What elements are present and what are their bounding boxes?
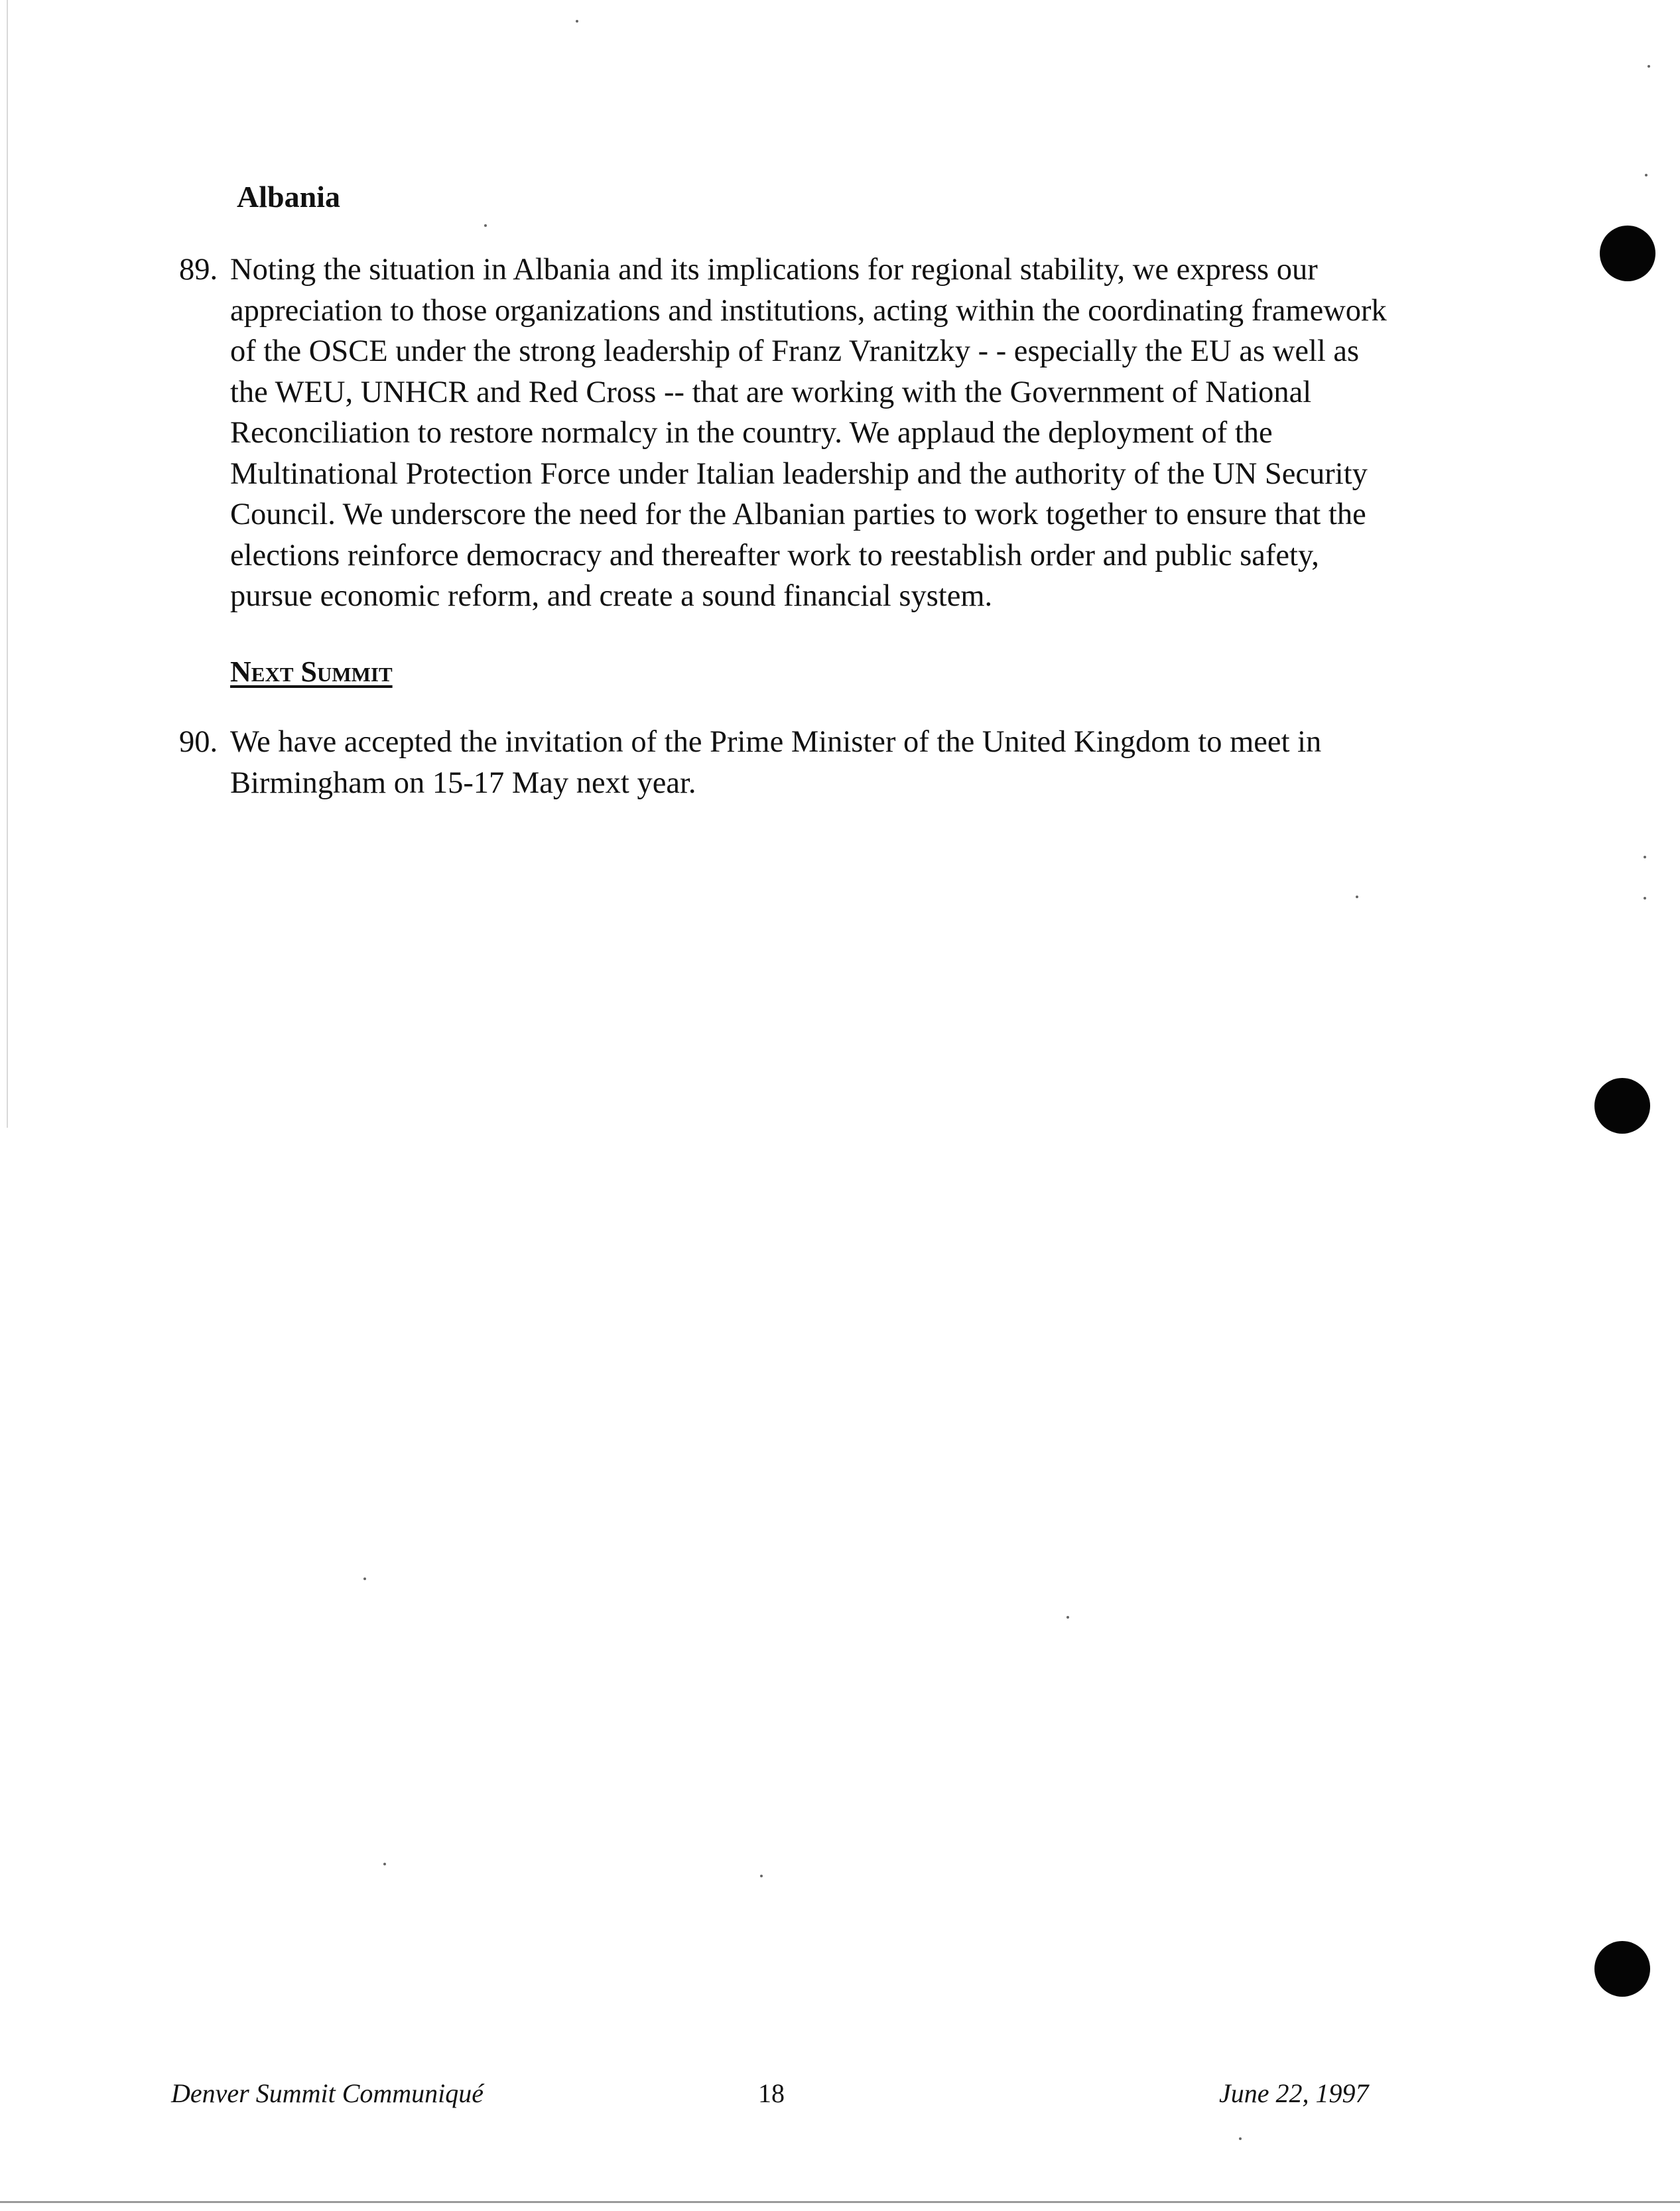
paragraph-number: 89. bbox=[179, 253, 218, 287]
scan-speck bbox=[760, 1875, 763, 1877]
scan-speck bbox=[1648, 65, 1650, 68]
paragraph-line: of the OSCE under the strong leadership of Franz Vranitzky - - especially the EU as well as bbox=[230, 334, 1360, 368]
paragraph-90 bbox=[179, 722, 1506, 803]
binder-edge bbox=[7, 0, 8, 1128]
paragraph-line: We have accepted the invitation of the Prime Minister of the United Kingdom to meet in bbox=[230, 725, 1322, 759]
scan-speck bbox=[1644, 856, 1646, 858]
scan-speck bbox=[363, 1577, 366, 1580]
paragraph-text bbox=[230, 249, 1506, 617]
scan-speck bbox=[383, 1863, 386, 1865]
paragraph-line: Reconciliation to restore normalcy in the country. We applaud the deployment of the bbox=[230, 416, 1273, 450]
paragraph-line: the WEU, UNHCR and Red Cross -- that are working with the Government of National bbox=[230, 375, 1312, 409]
scan-speck bbox=[576, 20, 578, 23]
scan-speck bbox=[1356, 896, 1358, 898]
page-bottom-edge bbox=[0, 2201, 1680, 2203]
paragraph-line: appreciation to those organizations and institutions, acting within the coordinating framework bbox=[230, 293, 1387, 328]
scan-speck bbox=[1239, 2137, 1242, 2140]
section-heading-next-summit: Next Summit bbox=[230, 655, 393, 688]
scan-speck bbox=[484, 224, 487, 227]
footer-date: June 22, 1997 bbox=[1219, 2078, 1369, 2108]
scan-speck bbox=[1644, 897, 1646, 900]
paragraph-text bbox=[230, 722, 1506, 803]
footer-page-number: 18 bbox=[758, 2078, 785, 2108]
paragraph-line: pursue economic reform, and create a sound financial system. bbox=[230, 579, 993, 613]
scan-speck bbox=[1066, 1616, 1069, 1619]
paragraph-number: 90. bbox=[179, 725, 218, 759]
paragraph-line: Noting the situation in Albania and its implications for regional stability, we express our bbox=[230, 253, 1318, 287]
section-heading-albania: Albania bbox=[237, 180, 340, 214]
paragraph-line: elections reinforce democracy and thereafter work to reestablish order and public safety, bbox=[230, 538, 1319, 572]
paragraph-line: Birmingham on 15-17 May next year. bbox=[230, 766, 696, 800]
paragraph-89 bbox=[179, 249, 1506, 617]
paragraph-line: Council. We underscore the need for the Albanian parties to work together to ensure that the bbox=[230, 498, 1366, 531]
punch-hole bbox=[1594, 1078, 1650, 1134]
paragraph-line: Multinational Protection Force under Italian leadership and the authority of the UN Security bbox=[230, 456, 1368, 491]
punch-hole bbox=[1594, 1941, 1650, 1997]
punch-hole bbox=[1600, 226, 1655, 281]
scan-speck bbox=[1645, 174, 1648, 176]
footer-document-title: Denver Summit Communiqué bbox=[171, 2078, 484, 2108]
